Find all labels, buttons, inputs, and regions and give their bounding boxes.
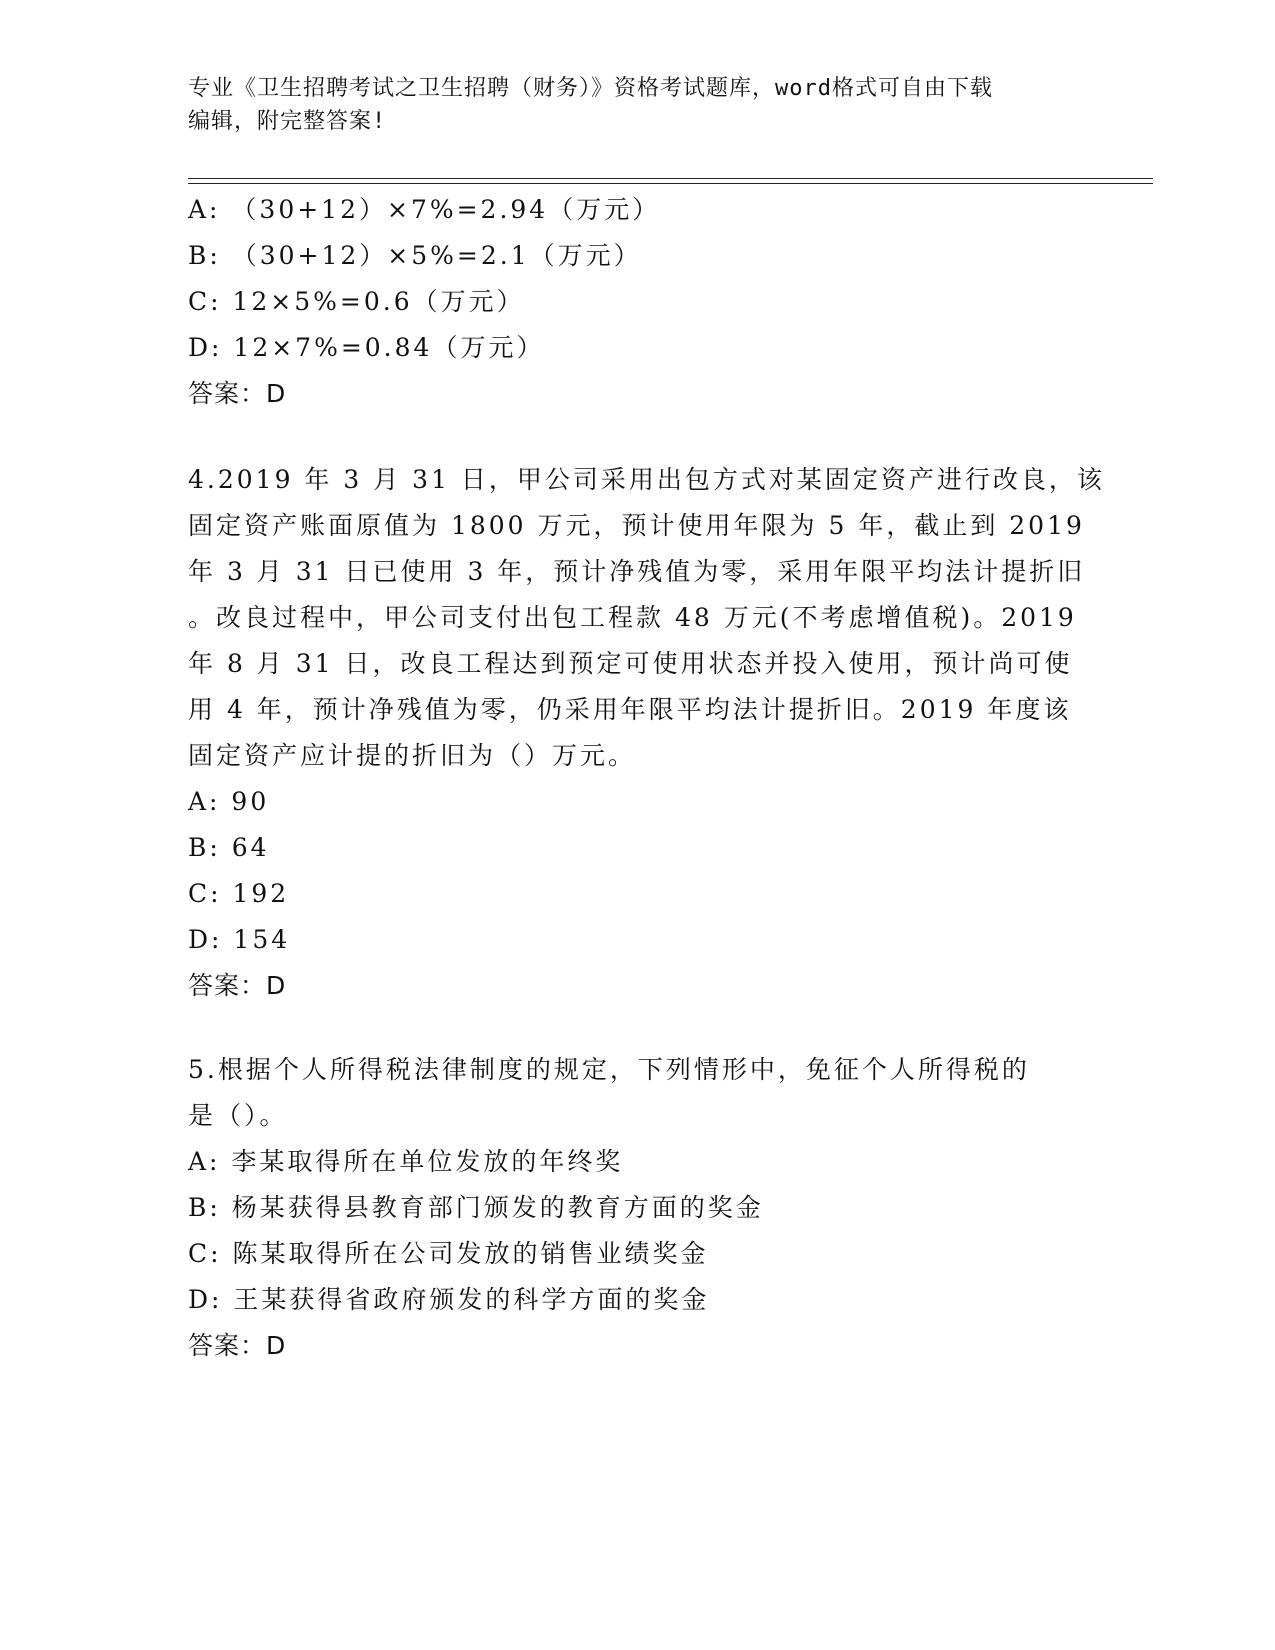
q5-option-d: D: 王某获得省政府颁发的科学方面的奖金: [188, 1285, 710, 1314]
q4-stem-line-5: 年 8 月 31 日，改良工程达到预定可使用状态并投入使用，预计尚可使: [188, 649, 1073, 678]
q3-option-d: D: 12×7%=0.84（万元）: [188, 333, 545, 362]
q4-stem-line-2: 固定资产账面原值为 1800 万元，预计使用年限为 5 年，截止到 2019: [188, 511, 1085, 540]
q3-answer: 答案：D: [188, 379, 287, 408]
q4-option-a: A: 90: [188, 787, 270, 816]
q4-option-d: D: 154: [188, 925, 291, 954]
q4-option-b: B: 64: [188, 833, 270, 862]
q3-option-b: B: （30+12）×5%=2.1（万元）: [188, 241, 642, 270]
question-4: [188, 457, 1105, 1009]
q4-stem-line-7: 固定资产应计提的折旧为（）万元。: [188, 741, 637, 770]
q5-answer: 答案：D: [188, 1331, 287, 1360]
q5-option-b: B: 杨某获得县教育部门颁发的教育方面的奖金: [188, 1193, 764, 1222]
q4-stem-line-1: 4.2019 年 3 月 31 日，甲公司采用出包方式对某固定资产进行改良，该: [188, 465, 1105, 494]
question-5: [188, 1047, 1088, 1369]
document-body: [188, 187, 1105, 1369]
q4-stem-line-4: 。改良过程中，甲公司支付出包工程款 48 万元(不考虑增值税)。2019: [188, 603, 1077, 632]
header-divider-top: [188, 178, 1153, 179]
q4-answer: 答案：D: [188, 971, 287, 1000]
q4-stem-line-3: 年 3 月 31 日已使用 3 年，预计净残值为零，采用年限平均法计提折旧: [188, 557, 1086, 586]
header-line-1: 专业《卫生招聘考试之卫生招聘（财务）》资格考试题库，word格式可自由下载: [188, 76, 993, 101]
q3-option-a: A: （30+12）×7%=2.94（万元）: [188, 195, 661, 224]
q5-option-c: C: 陈某取得所在公司发放的销售业绩奖金: [188, 1239, 709, 1268]
q3-option-c: C: 12×5%=0.6（万元）: [188, 287, 525, 316]
q5-stem-line-1: 5.根据个人所得税法律制度的规定，下列情形中，免征个人所得税的: [188, 1055, 1030, 1084]
q4-stem-line-6: 用 4 年，预计净残值为零，仍采用年限平均法计提折旧。2019 年度该: [188, 695, 1072, 724]
question-3: [188, 187, 1088, 417]
q5-option-a: A: 李某取得所在单位发放的年终奖: [188, 1147, 624, 1176]
q4-option-c: C: 192: [188, 879, 290, 908]
header-line-2: 编辑，附完整答案!: [188, 109, 387, 134]
document-header: [188, 72, 1068, 138]
q5-stem-line-2: 是（）。: [188, 1101, 288, 1130]
header-divider-bottom: [188, 183, 1153, 184]
